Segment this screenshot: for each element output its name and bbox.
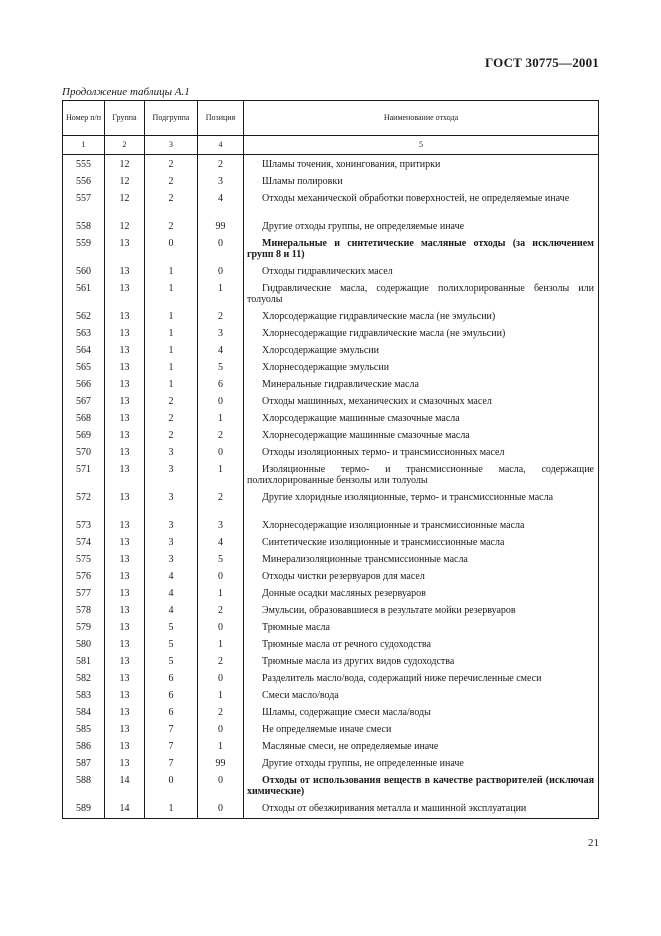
subgroup-cell: 7 <box>145 738 198 755</box>
position-cell: 1 <box>198 585 244 602</box>
row-number-cell: 586 <box>63 738 105 755</box>
table-row <box>63 325 599 342</box>
group-cell: 13 <box>105 359 145 376</box>
subgroup-cell: 1 <box>145 325 198 342</box>
waste-name-cell: Другие хлоридные изоляционные, термо- и трансмиссионные масла <box>244 489 599 517</box>
header-group: Группа <box>105 101 145 136</box>
waste-name-cell: Хлорнесодержащие эмульсии <box>244 359 599 376</box>
header-waste-name: Наименование отхода <box>244 101 599 136</box>
row-number-cell: 582 <box>63 670 105 687</box>
row-number-cell: 557 <box>63 190 105 218</box>
header-subgroup: Подгруппа <box>145 101 198 136</box>
waste-name-cell: Минеральные и синтетические масляные отходы (за исключением групп 8 и 11) <box>244 235 599 263</box>
row-number-cell: 570 <box>63 444 105 461</box>
group-cell: 13 <box>105 602 145 619</box>
position-cell: 0 <box>198 235 244 263</box>
subgroup-cell: 6 <box>145 704 198 721</box>
waste-name-cell: Отходы чистки резервуаров для масел <box>244 568 599 585</box>
table-row <box>63 173 599 190</box>
waste-name-cell: Эмульсии, образовавшиеся в результате мойки резервуаров <box>244 602 599 619</box>
column-number: 4 <box>198 136 244 155</box>
position-cell: 1 <box>198 410 244 427</box>
group-cell: 13 <box>105 755 145 772</box>
row-number-cell: 573 <box>63 517 105 534</box>
row-number-cell: 561 <box>63 280 105 308</box>
position-cell: 2 <box>198 704 244 721</box>
position-cell: 99 <box>198 755 244 772</box>
row-number-cell: 584 <box>63 704 105 721</box>
table-header-row <box>63 101 599 136</box>
waste-name-cell: Смеси масло/вода <box>244 687 599 704</box>
waste-name-cell: Хлорнесодержащие изоляционные и трансмиссионные масла <box>244 517 599 534</box>
table-row <box>63 670 599 687</box>
subgroup-cell: 6 <box>145 687 198 704</box>
waste-name-cell: Хлорсодержащие гидравлические масла (не эмульсии) <box>244 308 599 325</box>
position-cell: 4 <box>198 190 244 218</box>
group-cell: 13 <box>105 619 145 636</box>
subgroup-cell: 2 <box>145 393 198 410</box>
table-row <box>63 602 599 619</box>
subgroup-cell: 1 <box>145 280 198 308</box>
column-number: 3 <box>145 136 198 155</box>
waste-name-cell: Другие отходы группы, не определяемые иначе <box>244 218 599 235</box>
position-cell: 3 <box>198 517 244 534</box>
group-cell: 13 <box>105 721 145 738</box>
subgroup-cell: 4 <box>145 602 198 619</box>
waste-name-cell: Отходы механической обработки поверхностей, не определяемые иначе <box>244 190 599 218</box>
subgroup-cell: 2 <box>145 190 198 218</box>
position-cell: 0 <box>198 263 244 280</box>
row-number-cell: 571 <box>63 461 105 489</box>
position-cell: 4 <box>198 534 244 551</box>
group-cell: 13 <box>105 393 145 410</box>
table-row <box>63 427 599 444</box>
row-number-cell: 583 <box>63 687 105 704</box>
row-number-cell: 574 <box>63 534 105 551</box>
position-cell: 5 <box>198 551 244 568</box>
row-number-cell: 562 <box>63 308 105 325</box>
row-number-cell: 569 <box>63 427 105 444</box>
subgroup-cell: 1 <box>145 800 198 819</box>
table-row <box>63 461 599 489</box>
table-row <box>63 280 599 308</box>
waste-name-cell: Отходы от обезжиривания металла и машинной эксплуатации <box>244 800 599 819</box>
waste-name-cell: Изоляционные термо- и трансмиссионные масла, содержащие полихлорированные бензолы или толуолы <box>244 461 599 489</box>
waste-name-cell: Отходы машинных, механических и смазочных масел <box>244 393 599 410</box>
row-number-cell: 556 <box>63 173 105 190</box>
table-row <box>63 376 599 393</box>
waste-name-cell: Разделитель масло/вода, содержащий ниже перечисленные смеси <box>244 670 599 687</box>
table-row <box>63 444 599 461</box>
table-row <box>63 190 599 218</box>
subgroup-cell: 6 <box>145 670 198 687</box>
subgroup-cell: 0 <box>145 772 198 800</box>
waste-name-cell: Шламы, содержащие смеси масла/воды <box>244 704 599 721</box>
subgroup-cell: 7 <box>145 721 198 738</box>
group-cell: 13 <box>105 410 145 427</box>
column-number: 1 <box>63 136 105 155</box>
position-cell: 2 <box>198 427 244 444</box>
waste-name-cell: Донные осадки масляных резервуаров <box>244 585 599 602</box>
group-cell: 14 <box>105 772 145 800</box>
subgroup-cell: 1 <box>145 308 198 325</box>
table-row <box>63 653 599 670</box>
group-cell: 13 <box>105 427 145 444</box>
table-row <box>63 359 599 376</box>
row-number-cell: 560 <box>63 263 105 280</box>
position-cell: 2 <box>198 653 244 670</box>
group-cell: 13 <box>105 738 145 755</box>
table-body <box>63 155 599 819</box>
waste-name-cell: Отходы изоляционных термо- и трансмиссионных масел <box>244 444 599 461</box>
table-row <box>63 534 599 551</box>
waste-name-cell: Хлорсодержащие эмульсии <box>244 342 599 359</box>
subgroup-cell: 1 <box>145 342 198 359</box>
subgroup-cell: 5 <box>145 619 198 636</box>
position-cell: 4 <box>198 342 244 359</box>
table-row <box>63 551 599 568</box>
group-cell: 13 <box>105 636 145 653</box>
row-number-cell: 555 <box>63 155 105 174</box>
table-caption: Продолжение таблицы А.1 <box>62 86 190 98</box>
group-cell: 13 <box>105 517 145 534</box>
table-row <box>63 517 599 534</box>
row-number-cell: 575 <box>63 551 105 568</box>
waste-name-cell: Минеральные гидравлические масла <box>244 376 599 393</box>
position-cell: 1 <box>198 636 244 653</box>
position-cell: 1 <box>198 738 244 755</box>
subgroup-cell: 4 <box>145 585 198 602</box>
row-number-cell: 568 <box>63 410 105 427</box>
table-row <box>63 393 599 410</box>
subgroup-cell: 3 <box>145 489 198 517</box>
subgroup-cell: 4 <box>145 568 198 585</box>
row-number-cell: 581 <box>63 653 105 670</box>
subgroup-cell: 3 <box>145 444 198 461</box>
group-cell: 13 <box>105 342 145 359</box>
subgroup-cell: 2 <box>145 410 198 427</box>
position-cell: 6 <box>198 376 244 393</box>
waste-name-cell: Отходы гидравлических масел <box>244 263 599 280</box>
column-number-row <box>63 136 599 155</box>
group-cell: 13 <box>105 263 145 280</box>
group-cell: 13 <box>105 534 145 551</box>
header-position: Позиция <box>198 101 244 136</box>
position-cell: 0 <box>198 800 244 819</box>
table-row <box>63 308 599 325</box>
row-number-cell: 587 <box>63 755 105 772</box>
position-cell: 99 <box>198 218 244 235</box>
group-cell: 13 <box>105 670 145 687</box>
position-cell: 0 <box>198 721 244 738</box>
subgroup-cell: 5 <box>145 653 198 670</box>
table-row <box>63 263 599 280</box>
row-number-cell: 559 <box>63 235 105 263</box>
position-cell: 0 <box>198 670 244 687</box>
table-row <box>63 235 599 263</box>
row-number-cell: 566 <box>63 376 105 393</box>
subgroup-cell: 1 <box>145 359 198 376</box>
position-cell: 2 <box>198 155 244 174</box>
row-number-cell: 579 <box>63 619 105 636</box>
waste-classification-table <box>62 100 599 819</box>
position-cell: 0 <box>198 772 244 800</box>
waste-name-cell: Хлорсодержащие машинные смазочные масла <box>244 410 599 427</box>
subgroup-cell: 1 <box>145 263 198 280</box>
table-row <box>63 410 599 427</box>
table-row <box>63 342 599 359</box>
group-cell: 13 <box>105 568 145 585</box>
position-cell: 1 <box>198 461 244 489</box>
group-cell: 13 <box>105 325 145 342</box>
waste-name-cell: Трюмные масла из других видов судоходства <box>244 653 599 670</box>
subgroup-cell: 2 <box>145 155 198 174</box>
row-number-cell: 564 <box>63 342 105 359</box>
group-cell: 13 <box>105 585 145 602</box>
subgroup-cell: 0 <box>145 235 198 263</box>
table-row <box>63 704 599 721</box>
waste-name-cell: Другие отходы группы, не определенные иначе <box>244 755 599 772</box>
row-number-cell: 578 <box>63 602 105 619</box>
position-cell: 2 <box>198 602 244 619</box>
group-cell: 13 <box>105 308 145 325</box>
group-cell: 12 <box>105 173 145 190</box>
header-number: Номер п/п <box>63 101 105 136</box>
column-number: 5 <box>244 136 599 155</box>
row-number-cell: 576 <box>63 568 105 585</box>
group-cell: 12 <box>105 218 145 235</box>
group-cell: 13 <box>105 280 145 308</box>
subgroup-cell: 3 <box>145 517 198 534</box>
waste-name-cell: Трюмные масла от речного судоходства <box>244 636 599 653</box>
waste-name-cell: Синтетические изоляционные и трансмиссионные масла <box>244 534 599 551</box>
subgroup-cell: 2 <box>145 218 198 235</box>
row-number-cell: 572 <box>63 489 105 517</box>
position-cell: 3 <box>198 325 244 342</box>
table-row <box>63 687 599 704</box>
document-id: ГОСТ 30775—2001 <box>484 55 599 70</box>
row-number-cell: 585 <box>63 721 105 738</box>
subgroup-cell: 2 <box>145 173 198 190</box>
row-number-cell: 589 <box>63 800 105 819</box>
position-cell: 0 <box>198 619 244 636</box>
row-number-cell: 567 <box>63 393 105 410</box>
row-number-cell: 565 <box>63 359 105 376</box>
waste-name-cell: Масляные смеси, не определяемые иначе <box>244 738 599 755</box>
position-cell: 1 <box>198 687 244 704</box>
row-number-cell: 563 <box>63 325 105 342</box>
position-cell: 2 <box>198 489 244 517</box>
table-row <box>63 585 599 602</box>
position-cell: 5 <box>198 359 244 376</box>
table-row <box>63 772 599 800</box>
page-number: 21 <box>588 837 599 849</box>
table-row <box>63 738 599 755</box>
group-cell: 13 <box>105 444 145 461</box>
column-number: 2 <box>105 136 145 155</box>
waste-name-cell: Шламы точения, хонингования, притирки <box>244 155 599 174</box>
row-number-cell: 558 <box>63 218 105 235</box>
group-cell: 13 <box>105 235 145 263</box>
row-number-cell: 577 <box>63 585 105 602</box>
table-row <box>63 489 599 517</box>
table-row <box>63 800 599 819</box>
group-cell: 13 <box>105 551 145 568</box>
group-cell: 13 <box>105 704 145 721</box>
table-row <box>63 218 599 235</box>
position-cell: 0 <box>198 444 244 461</box>
group-cell: 12 <box>105 190 145 218</box>
table-row <box>63 721 599 738</box>
waste-name-cell: Шламы полировки <box>244 173 599 190</box>
subgroup-cell: 3 <box>145 534 198 551</box>
subgroup-cell: 3 <box>145 461 198 489</box>
subgroup-cell: 2 <box>145 427 198 444</box>
table-row <box>63 755 599 772</box>
subgroup-cell: 7 <box>145 755 198 772</box>
position-cell: 1 <box>198 280 244 308</box>
table-row <box>63 636 599 653</box>
group-cell: 13 <box>105 687 145 704</box>
position-cell: 0 <box>198 568 244 585</box>
position-cell: 0 <box>198 393 244 410</box>
subgroup-cell: 3 <box>145 551 198 568</box>
group-cell: 14 <box>105 800 145 819</box>
waste-name-cell: Минерализоляционные трансмиссионные масла <box>244 551 599 568</box>
group-cell: 13 <box>105 376 145 393</box>
position-cell: 2 <box>198 308 244 325</box>
waste-name-cell: Трюмные масла <box>244 619 599 636</box>
group-cell: 13 <box>105 489 145 517</box>
table-row <box>63 155 599 174</box>
waste-name-cell: Отходы от использования веществ в качестве растворителей (исключая химические) <box>244 772 599 800</box>
row-number-cell: 588 <box>63 772 105 800</box>
position-cell: 3 <box>198 173 244 190</box>
group-cell: 13 <box>105 461 145 489</box>
group-cell: 13 <box>105 653 145 670</box>
subgroup-cell: 1 <box>145 376 198 393</box>
group-cell: 12 <box>105 155 145 174</box>
row-number-cell: 580 <box>63 636 105 653</box>
waste-name-cell: Гидравлические масла, содержащие полихлорированные бензолы или толуолы <box>244 280 599 308</box>
table-row <box>63 619 599 636</box>
subgroup-cell: 5 <box>145 636 198 653</box>
waste-name-cell: Хлорнесодержащие машинные смазочные масла <box>244 427 599 444</box>
waste-name-cell: Хлорнесодержащие гидравлические масла (не эмульсии) <box>244 325 599 342</box>
table-row <box>63 568 599 585</box>
waste-name-cell: Не определяемые иначе смеси <box>244 721 599 738</box>
